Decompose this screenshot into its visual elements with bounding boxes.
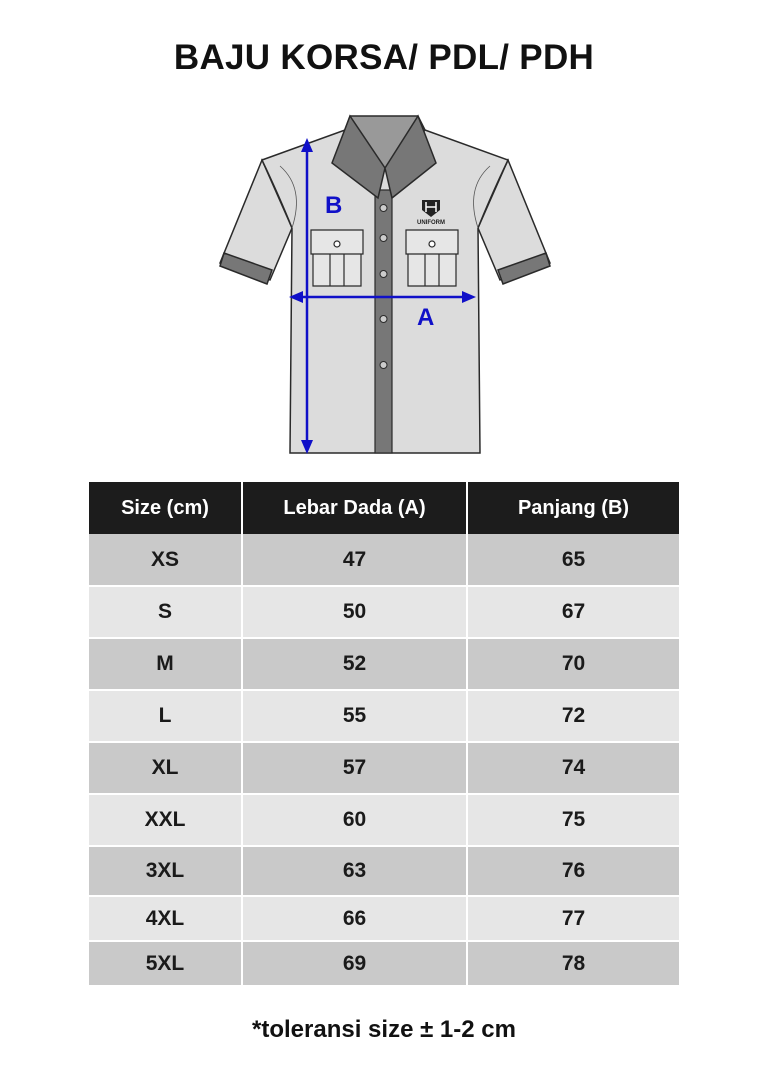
cell-size: 3XL [89,846,242,896]
cell-size: XL [89,742,242,794]
table-row [89,794,679,846]
table-row [89,846,679,896]
cell-length: 70 [467,638,679,690]
tolerance-note: *toleransi size ± 1-2 cm [252,1016,516,1043]
cell-size: M [89,638,242,690]
cell-length: 74 [467,742,679,794]
cell-size: XXL [89,794,242,846]
cell-chest: 50 [242,586,467,638]
page-title: BAJU KORSA/ PDL/ PDH [173,38,595,77]
cell-length: 72 [467,690,679,742]
cell-chest: 60 [242,794,467,846]
cell-chest: 69 [242,941,467,986]
cell-chest: 66 [242,896,467,941]
header-size: Size (cm) [89,482,242,534]
cell-chest: 55 [242,690,467,742]
left-pocket [311,230,363,286]
cell-length: 78 [467,941,679,986]
cell-chest: 52 [242,638,467,690]
cell-length: 75 [467,794,679,846]
size-table [89,482,679,987]
table-row [89,742,679,794]
table-row [89,896,679,941]
cell-size: 4XL [89,896,242,941]
cell-chest: 63 [242,846,467,896]
cell-size: L [89,690,242,742]
table-row [89,586,679,638]
cell-length: 76 [467,846,679,896]
table-row [89,638,679,690]
cell-chest: 47 [242,534,467,586]
shirt-illustration [210,108,560,463]
cell-length: 77 [467,896,679,941]
cell-chest: 57 [242,742,467,794]
table-row [89,941,679,986]
right-pocket [406,230,458,286]
table-header-row [89,482,679,534]
header-length: Panjang (B) [467,482,679,534]
cell-size: XS [89,534,242,586]
label-a: A [417,304,435,331]
header-chest-width: Lebar Dada (A) [242,482,467,534]
cell-size: 5XL [89,941,242,986]
svg-text:UNIFORM: UNIFORM [417,220,445,226]
cell-size: S [89,586,242,638]
table-row [89,690,679,742]
table-row [89,534,679,586]
cell-length: 67 [467,586,679,638]
cell-length: 65 [467,534,679,586]
label-b: B [325,192,343,219]
